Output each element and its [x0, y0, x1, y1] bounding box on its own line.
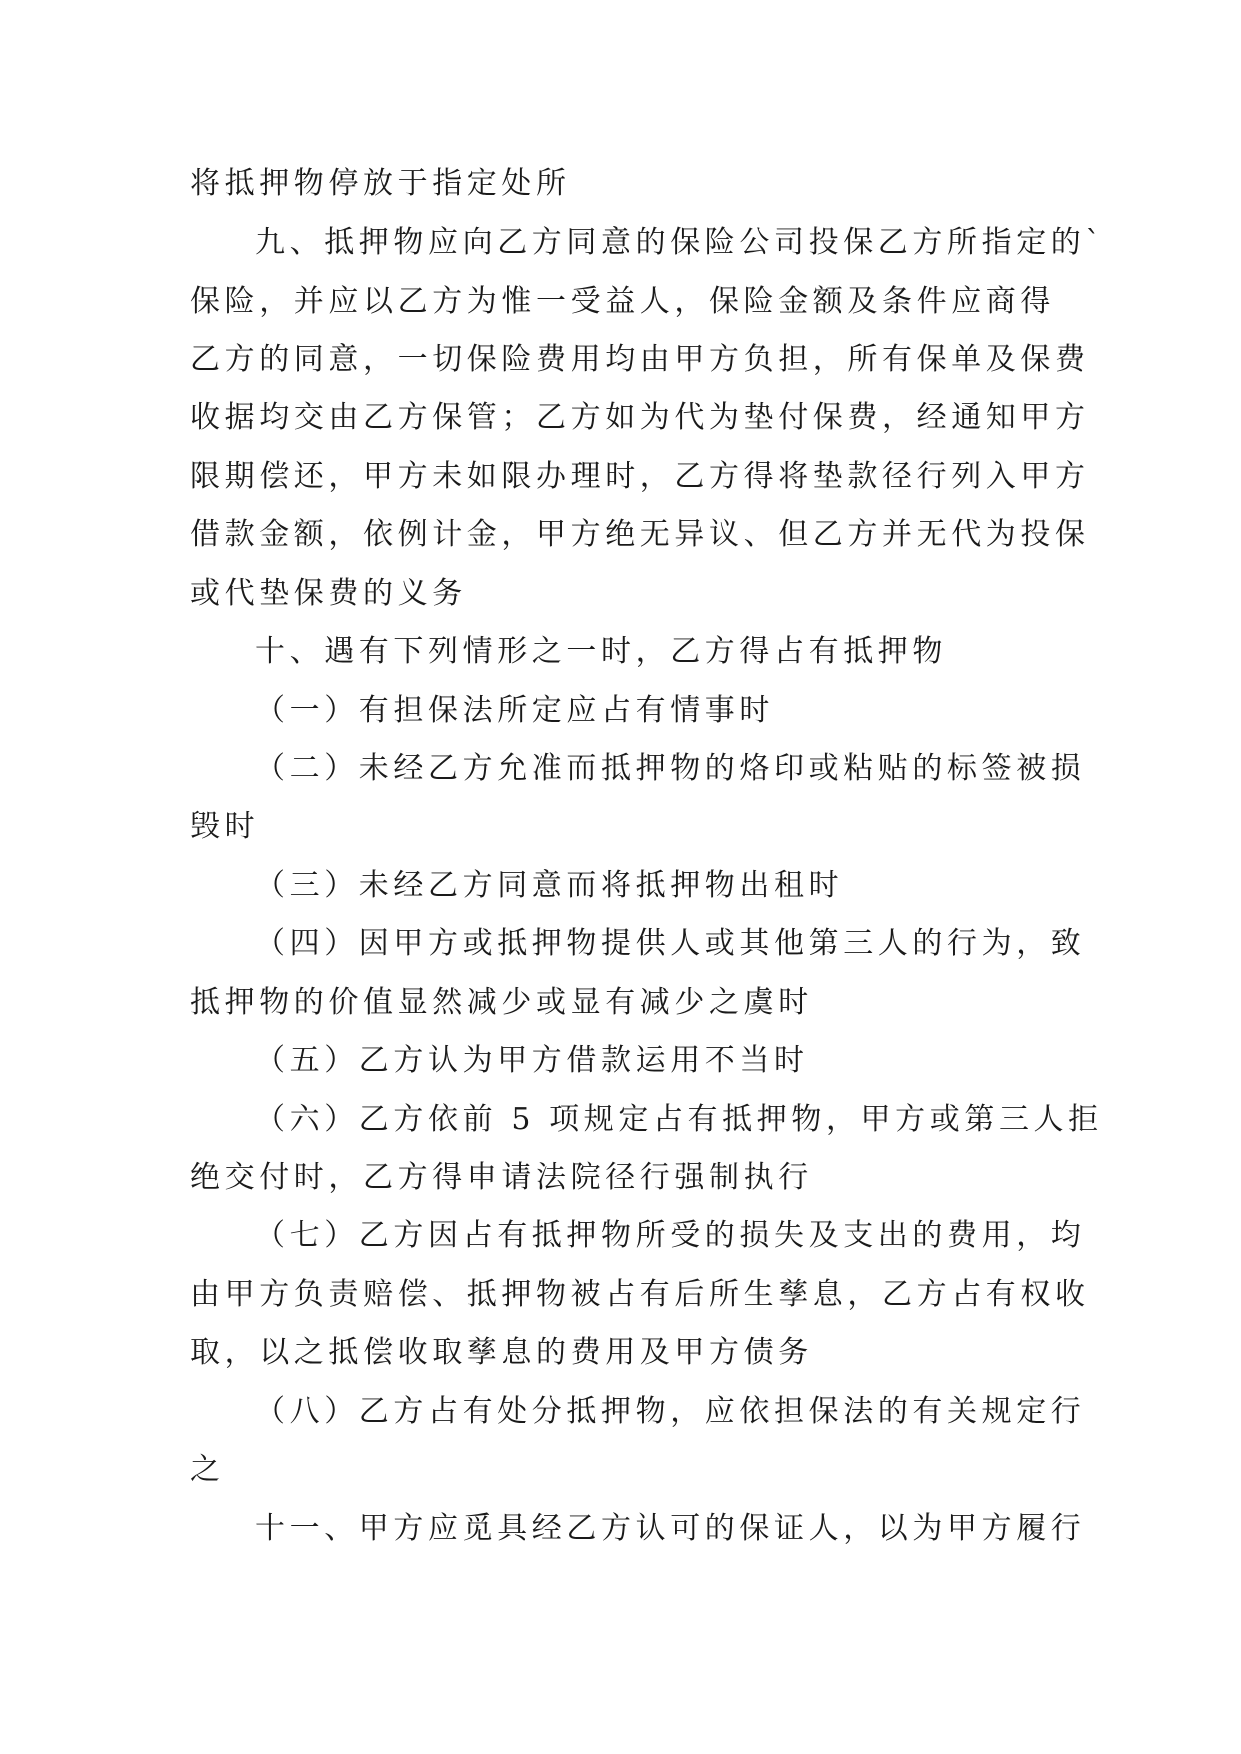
- text-line: 取，以之抵偿收取孳息的费用及甲方债务: [190, 1335, 813, 1370]
- text-line: （一）有担保法所定应占有情事时: [255, 693, 774, 728]
- text-line: 之: [190, 1452, 225, 1487]
- text-line: 十、遇有下列情形之一时，乙方得占有抵押物: [255, 634, 947, 669]
- text-line: 由甲方负责赔偿、抵押物被占有后所生孳息，乙方占有权收: [190, 1277, 1090, 1312]
- text-line: （五）乙方认为甲方借款运用不当时: [255, 1043, 809, 1078]
- text-line: （六）乙方依前 5 项规定占有抵押物，甲方或第三人拒: [255, 1102, 1103, 1137]
- text-line: 借款金额，依例计金，甲方绝无异议、但乙方并无代为投保: [190, 517, 1090, 552]
- text-line: 乙方的同意，一切保险费用均由甲方负担，所有保单及保费: [190, 342, 1090, 377]
- text-line: 抵押物的价值显然减少或显有减少之虞时: [190, 985, 813, 1020]
- text-line: 或代垫保费的义务: [190, 576, 467, 611]
- text-line: 九、抵押物应向乙方同意的保险公司投保乙方所指定的`: [255, 225, 1105, 260]
- text-line: （四）因甲方或抵押物提供人或其他第三人的行为，致: [255, 926, 1086, 961]
- text-line: （八）乙方占有处分抵押物，应依担保法的有关规定行: [255, 1394, 1086, 1429]
- text-line: 十一、甲方应觅具经乙方认可的保证人，以为甲方履行: [255, 1511, 1086, 1546]
- text-line: 绝交付时，乙方得申请法院径行强制执行: [190, 1160, 813, 1195]
- text-line: 保险，并应以乙方为惟一受益人，保险金额及条件应商得: [190, 284, 1055, 319]
- text-line: （七）乙方因占有抵押物所受的损失及支出的费用，均: [255, 1218, 1086, 1253]
- text-line: （三）未经乙方同意而将抵押物出租时: [255, 868, 844, 903]
- text-line: 毁时: [190, 809, 260, 844]
- text-line: 将抵押物停放于指定处所: [190, 166, 571, 201]
- text-line: 收据均交由乙方保管；乙方如为代为垫付保费，经通知甲方: [190, 400, 1090, 435]
- text-line: （二）未经乙方允准而抵押物的烙印或粘贴的标签被损: [255, 751, 1086, 786]
- text-line: 限期偿还，甲方未如限办理时，乙方得将垫款径行列入甲方: [190, 459, 1090, 494]
